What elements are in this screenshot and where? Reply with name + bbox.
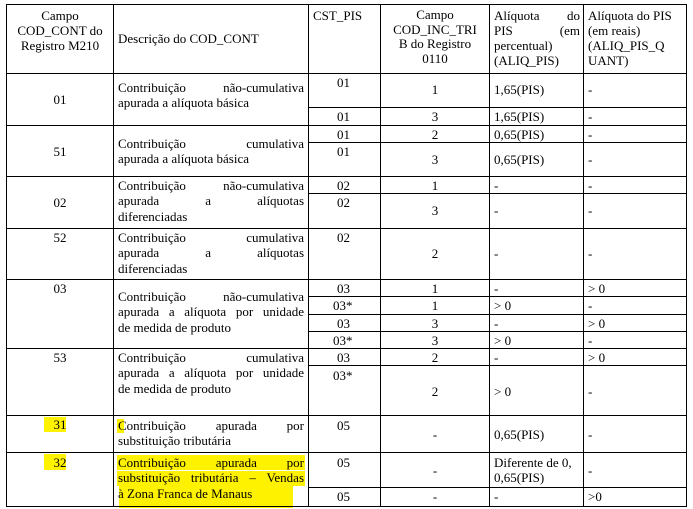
cell-aliquota-reais: - [588, 82, 593, 97]
row-code: 32 [53, 455, 67, 470]
cell-cst-pis: 05 [337, 418, 350, 433]
cell-cst-pis: 03 [337, 316, 350, 331]
row-description: Contribuição apurada por substituição tributária [118, 418, 304, 449]
cell-cst-pis: 03* [333, 298, 353, 313]
cell-aliquota-percentual: > 0 [494, 298, 512, 313]
cell-aliquota-reais: - [588, 127, 593, 142]
row-description: Contribuição cumulativa apurada a alíquota básica [118, 136, 304, 167]
cell-cod-inc-trib: 1 [431, 298, 439, 313]
cell-aliquota-percentual: - [494, 350, 499, 365]
cell-aliquota-percentual: > 0 [494, 333, 512, 348]
cell-aliquota-reais: >0 [588, 489, 602, 504]
cell-aliquota-percentual: 1,65(PIS) [494, 109, 545, 124]
cell-cst-pis: 05 [337, 489, 350, 504]
header-bottom-rule [6, 73, 687, 74]
table-border-top [6, 4, 687, 5]
subrow-rule [308, 107, 687, 108]
cell-cod-inc-trib: 3 [431, 152, 439, 167]
cell-cod-inc-trib: 3 [431, 316, 439, 331]
subrow-rule [308, 142, 687, 143]
cell-cst-pis: 01 [337, 75, 350, 90]
subrow-rule [308, 487, 687, 488]
row-description: Contribuição cumulativa apurada a alíquotas diferenciadas [118, 230, 304, 276]
cell-cod-inc-trib: 2 [431, 127, 439, 142]
row-rule-53-31 [6, 415, 687, 416]
row-code: 03 [53, 281, 67, 296]
subrow-rule [308, 193, 687, 194]
cell-cod-inc-trib: - [432, 489, 438, 504]
cell-cst-pis: 01 [337, 127, 350, 142]
cell-cod-inc-trib: 2 [431, 384, 439, 399]
cell-aliquota-percentual: 0,65(PIS) [494, 127, 545, 142]
cell-aliquota-percentual: > 0 [494, 384, 512, 399]
cell-cst-pis: 01 [337, 109, 350, 124]
cell-aliquota-reais: - [588, 427, 593, 442]
row-code: 02 [53, 195, 67, 210]
subrow-rule [308, 296, 687, 297]
header-aliquota-percentual: Alíquota do PIS (em percentual) (ALIQ_PIS) [494, 8, 580, 68]
header-cst-pis: CST_PIS [313, 8, 363, 23]
row-description: Contribuição não-cumulativa apurada a alíquota por unidade de medida de produto [118, 289, 304, 335]
subrow-rule [308, 331, 687, 332]
cell-cod-inc-trib: 3 [431, 109, 439, 124]
row-rule-02-52 [6, 228, 687, 229]
row-code: 01 [53, 92, 67, 107]
row-rule-03-53 [6, 348, 687, 349]
cell-aliquota-reais: - [588, 333, 593, 348]
cell-cod-inc-trib: 2 [431, 246, 439, 261]
cell-aliquota-percentual: - [494, 246, 499, 261]
cell-cod-inc-trib: 3 [431, 203, 439, 218]
row-code: 53 [53, 350, 67, 365]
cell-aliquota-reais: > 0 [588, 316, 606, 331]
cell-cst-pis: 03 [337, 281, 350, 296]
cell-aliquota-reais: - [588, 246, 593, 261]
cell-aliquota-percentual: 0,65(PIS) [494, 427, 545, 442]
col-divider-2 [308, 4, 309, 507]
cell-aliquota-reais: - [588, 298, 593, 313]
header-descricao: Descrição do COD_CONT [118, 31, 259, 46]
row-description: Contribuição cumulativa apurada a alíquota por unidade de medida de produto [118, 350, 304, 396]
cell-aliquota-reais: - [588, 203, 593, 218]
subrow-rule [308, 365, 687, 366]
cell-cst-pis: 02 [337, 178, 350, 193]
cell-aliquota-reais: > 0 [588, 350, 606, 365]
row-code: 51 [53, 144, 67, 159]
cell-cst-pis: 03 [337, 350, 350, 365]
cell-aliquota-reais: - [588, 109, 593, 124]
row-description: Contribuição não-cumulativa apurada a alíquotas diferenciadas [118, 178, 304, 224]
cell-aliquota-percentual: - [494, 178, 499, 193]
cell-cst-pis: 03* [333, 368, 353, 383]
cell-aliquota-reais: - [588, 463, 593, 478]
row-rule-51-02 [6, 176, 687, 177]
cell-cod-inc-trib: 1 [431, 82, 439, 97]
cell-cod-inc-trib: 1 [431, 178, 439, 193]
subrow-rule [308, 314, 687, 315]
row-code: 31 [53, 417, 67, 432]
cell-aliquota-percentual: Diferente de 0, 0,65(PIS) [494, 455, 572, 485]
cell-aliquota-percentual: - [494, 203, 499, 218]
header-campo-cod-cont: Campo COD_CONT do Registro M210 [17, 8, 103, 53]
cell-cst-pis: 02 [337, 195, 350, 210]
cell-aliquota-reais: - [588, 152, 593, 167]
row-description: Contribuição apurada por substituição tributária – Vendas à Zona Franca de Manaus [118, 455, 304, 501]
col-divider-5 [583, 4, 584, 507]
cell-cst-pis: 02 [337, 230, 350, 245]
cell-aliquota-percentual: 1,65(PIS) [494, 82, 545, 97]
header-cod-inc-trib: Campo COD_INC_TRI B do Registro 0110 [393, 7, 477, 66]
cell-aliquota-percentual: - [494, 316, 499, 331]
cell-aliquota-percentual: 0,65(PIS) [494, 152, 545, 167]
cell-aliquota-percentual: - [494, 489, 499, 504]
cell-aliquota-reais: - [588, 384, 593, 399]
cell-cod-inc-trib: 2 [431, 350, 439, 365]
row-rule-01-51 [6, 125, 687, 126]
cell-cod-inc-trib: 1 [431, 281, 439, 296]
cell-cod-inc-trib: - [432, 427, 438, 442]
cell-aliquota-reais: - [588, 178, 593, 193]
cell-aliquota-reais: > 0 [588, 281, 606, 296]
row-code: 52 [53, 230, 67, 245]
cell-cst-pis: 01 [337, 144, 350, 159]
row-rule-31-32 [6, 452, 687, 453]
table-border-bottom [6, 506, 687, 507]
row-rule-52-03 [6, 279, 687, 280]
table-border-right [686, 4, 687, 507]
row-description: Contribuição não-cumulativa apurada a alíquota básica [118, 80, 304, 111]
cell-cod-inc-trib: - [432, 463, 438, 478]
cell-cod-inc-trib: 3 [431, 333, 439, 348]
cell-cst-pis: 03* [333, 333, 353, 348]
cell-cst-pis: 05 [337, 455, 350, 470]
cell-aliquota-percentual: - [494, 281, 499, 296]
header-aliquota-reais: Alíquota do PIS (em reais) (ALIQ_PIS_Q UANT) [588, 8, 672, 68]
